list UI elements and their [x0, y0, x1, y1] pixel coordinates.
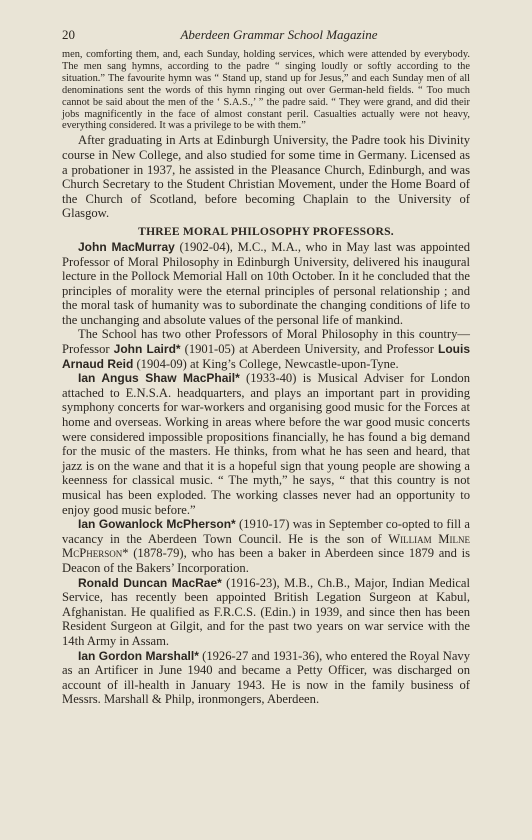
- name-macphail: Ian Angus Shaw MacPhail*: [78, 371, 240, 386]
- text-mcpherson-1: (1910-17) was in September co-opted to fill a vacancy in the Aberdeen Town Council. He is the son of: [62, 517, 470, 546]
- paragraph-other-professors: [62, 327, 470, 371]
- text-other-3: (1904-09) at King’s College, Newcastle-upon-Tyne.: [133, 356, 399, 371]
- name-marshall: Ian Gordon Marshall*: [78, 648, 199, 663]
- text-macrae: (1916-23), M.B., Ch.B., Major, Indian Medical Service, has recently been appointed British Legation Surgeon at Kabul, Afghanistan. He qualified as F.R.C.S. (Edin.) in 1939, and since then has been Resident Surgeon at Gilgit, and for the past two years on war service with the 14th Army in Assam.: [62, 575, 470, 648]
- paragraph-mcpherson: [62, 517, 470, 575]
- paragraph-macrae: [62, 576, 470, 649]
- name-reid: Louis Arnaud Reid: [62, 342, 470, 371]
- text-macmurray: (1902-04), M.C., M.A., who in May last was appointed Professor of Moral Philosophy in Edinburgh University, delivered his inaugural lecture in the Pollock Memorial Hall on 10th October. In it he concluded that the principles of morality were the eternal principles of personal relationship ; and the moral task of humanity was to subordinate the changing conditions of life to the unchanging and absolute values of the personal life of mankind.: [62, 239, 470, 327]
- text-mcpherson-2: (1878-79), who has been a baker in Aberdeen since 1879 and is Deacon of the Bakers’ Incorporation.: [62, 546, 470, 575]
- paragraph-macphail: [62, 371, 470, 517]
- quote-paragraph: men, comforting them, and, each Sunday, holding services, which were attended by everybody. The men sang hymns, according to the padre “ singing loudly or softly according to the situation.” The favourite hymn was “ Stand up, stand up for Jesus,” and each Sunday men of all denominations sent the words of this hymn ringing out over German-held fields. “ Too much cannot be said about the men of the ‘ S.A.S.,’ ” the padre said. “ They were grand, and did their jobs magnificently in the face of almost constant peril. Casualties actually were not heavy, everything considered. It was a privilege to be with them.”: [62, 49, 470, 132]
- text-marshall: (1926-27 and 1931-36), who entered the Royal Navy as an Artificer in June 1940 and became a Petty Officer, was discharged on account of ill-health in January 1943. He is now in the family business of Messrs. Marshall & Philp, ironmongers, Aberdeen.: [62, 648, 471, 707]
- name-laird: John Laird*: [113, 342, 181, 357]
- text-macphail: (1933-40) is Musical Adviser for London attached to E.N.S.A. headquarters, and plays an important part in providing symphony concerts for war-workers and organising good music for the Forces at home and overseas. Working in areas where before the war good music concerts were considered impossible propositions financially, he has found a big demand for the music of the masters. He thinks, from what he has seen and heard, that jazz is on the wane and that it is a hopeful sign that young people are showing a keenness for classical music. “ The myth,” he says, “ that this country is not musical has been exploded. The working classes never had an opportunity to enjoy good music before.”: [62, 371, 470, 517]
- name-mcpherson: Ian Gowanlock McPherson*: [78, 517, 236, 532]
- section-heading: THREE MORAL PHILOSOPHY PROFESSORS.: [138, 224, 394, 238]
- page-number: 20: [62, 27, 75, 42]
- running-title: Aberdeen Grammar School Magazine: [180, 27, 378, 42]
- text-other-2: (1901-05) at Aberdeen University, and Professor: [180, 342, 438, 357]
- page-header: [62, 27, 470, 47]
- name-macmurray: John MacMurray: [78, 239, 175, 254]
- paragraph-marshall: [62, 649, 470, 707]
- paragraph-macmurray: [62, 240, 470, 328]
- name-macrae: Ronald Duncan MacRae*: [78, 575, 222, 590]
- text-other-1: The School has two other Professors of Moral Philosophy in this country—Professor: [62, 327, 470, 357]
- name-mcpherson-father: William Milne McPherson*: [62, 531, 470, 561]
- padre-paragraph: After graduating in Arts at Edinburgh University, the Padre took his Divinity course in New College, and also studied for some time in Germany. Licensed as a probationer in 1937, he assisted in the Pleasance Church, Edinburgh, and was Church Secretary to the Student Christian Movement, under the Home Board of the Church of Scotland, before becoming Chaplain to the University of Glasgow.: [62, 133, 470, 221]
